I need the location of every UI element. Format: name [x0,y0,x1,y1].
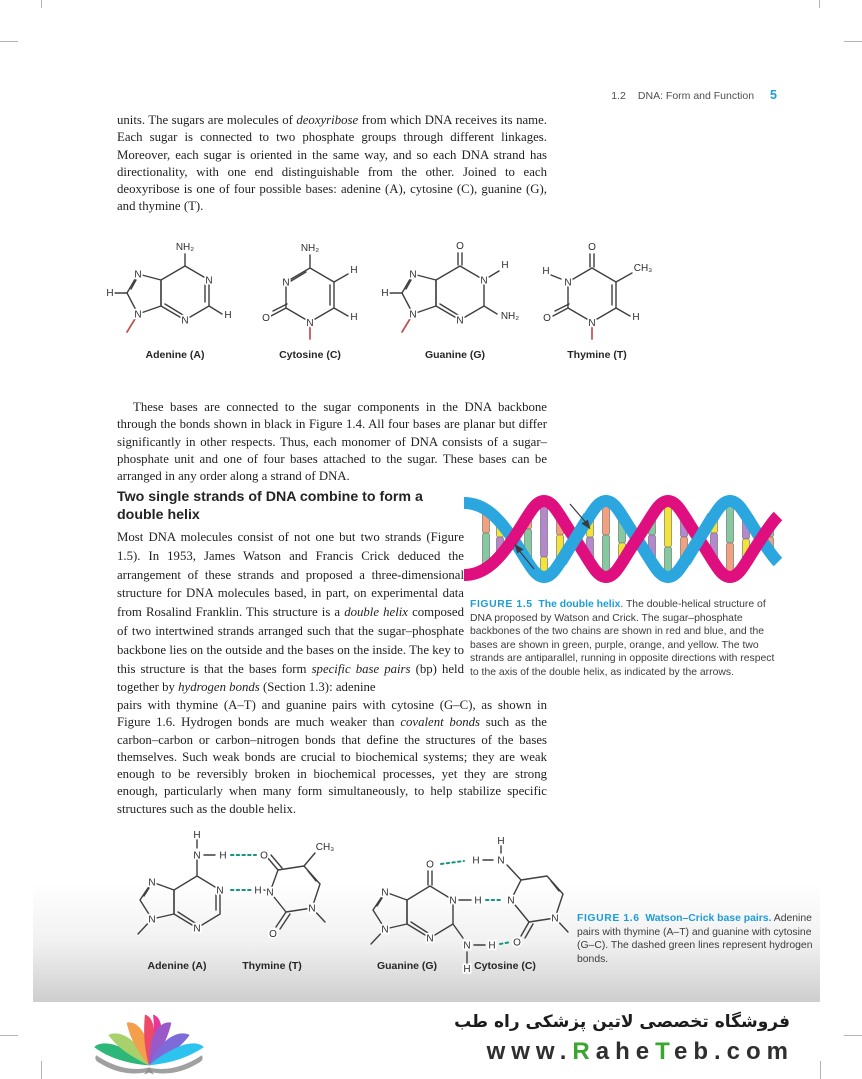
atom-label: O [588,242,596,253]
atom-label: N [148,914,156,926]
guanine-structure [380,238,530,343]
atom-label: N [381,924,389,936]
atom-label: N [266,887,274,899]
atom-label: O [262,313,270,324]
figure-1-6-text: Adenine pairs with thymine (A–T) and guanine with cytosine (G–C). The dashed green lines represent hydrogen bonds. [577,913,813,965]
atom-label: NH₂ [500,311,520,322]
crop-mark [844,41,862,42]
page-header [611,88,777,102]
store-name-farsi: فروشگاه تخصصی لاتین پزشکی راه طب [454,1012,790,1032]
url-part: eb.com [673,1038,794,1065]
page-number: 5 [770,88,777,102]
thymine-structure [537,238,657,343]
figure-1-5-text: . The double-helical structure of DNA proposed by Watson and Crick. The sugar–phosphate backbones of the two chains are shown in red and blue, and the bases are shown in green, purple, orange, and yellow. The two strands are antiparallel, running in opposite directions with respect to the axis of the double helix, as indicated by the arrows. [470,599,775,678]
section-number: 1.2 [611,90,626,102]
atom-label: N [480,275,488,287]
atom-label: H [224,310,232,321]
paragraph-sugars: units. The sugars are molecules of deoxyribose from which DNA receives its name. Each sugar is connected to two phosphate groups through different linkages. Moreover, each sugar is oriented in the same way, and so each DNA strand has directionality, with one end distinguishable from the other. Joined to each deoxyribose is one of four possible bases: adenine (A), cytosine (C), guanine (G), and thymine (T). [117,113,547,214]
base-label-adenine: Adenine (A) [145,349,205,361]
atom-label: N [507,895,515,907]
atom-label: H [474,895,482,907]
cytosine-structure [255,238,365,343]
atom-label: H [193,830,201,841]
atom-label: N [193,923,201,935]
atom-label: H [542,266,550,277]
crop-mark [0,41,18,42]
atom-label: O [426,859,434,871]
atom-label: O [269,929,277,940]
pair-label-guanine: Guanine (G) [376,960,438,972]
atom-label: H [254,885,262,897]
atom-label: N [497,855,505,867]
crop-mark [820,1061,821,1079]
atom-label: N [306,318,314,329]
atom-label: H [497,836,505,847]
atom-label: H [488,940,496,952]
crop-mark [0,1035,18,1036]
figure-1-6-label: FIGURE 1.6 [577,913,640,924]
figure-1-5-label: FIGURE 1.5 [470,599,533,610]
atom-label: H [381,288,389,299]
double-helix-figure [470,487,776,591]
atom-label: N [449,895,457,907]
url-part: ahe [595,1038,656,1065]
paragraph-bases-connected: These bases are connected to the sugar components in the DNA backbone through the bonds shown in black in Figure 1.4. All four bases are planar but differ significantly in other respects. Thus, each monomer of DNA consists of a sugar–phosphate unit and one of four bases attached to the sugar. These bases can be arranged in any order along a strand of DNA. [117,400,547,484]
atom-label: O [260,850,268,862]
atom-label: N [409,309,417,321]
figure-1-5-title: The double helix [538,599,621,610]
atom-label: N [134,309,142,321]
atom-label: N [564,277,572,289]
atom-label: N [551,913,559,925]
atom-label: N [381,887,389,899]
atom-label: CH₃ [315,842,335,853]
paragraph-double-helix-narrow: Most DNA molecules consist of not one but two strands (Figure 1.5). In 1953, James Watson and Francis Crick deduced the arrangement of these strands and proposed a three-dimensional structure for DNA molecules based, in part, on experimental data from Rosalind Franklin. This structure is a double helix composed of two intertwined strands arranged such that the sugar–phosphate backbone lies on the outside and the bases on the inside. The key to this structure is that the bases form specific base pairs (bp) held together by hydrogen bonds (Section 1.3): adenine [117,530,464,695]
base-label-cytosine: Cytosine (C) [279,349,341,361]
atom-label: H [632,312,640,323]
atom-label: NH₂ [175,242,195,253]
crop-mark [41,1061,42,1079]
atom-label: N [308,903,316,915]
base-label-thymine: Thymine (T) [567,349,627,361]
section-heading: Two single strands of DNA combine to form a double helix [117,489,423,523]
atom-label: N [216,885,224,897]
section-title: DNA: Form and Function [637,90,755,102]
atom-label: N [282,277,290,289]
website-url [487,1038,794,1066]
atom-label: H [219,850,227,862]
paragraph-double-helix-wide: pairs with thymine (A–T) and guanine pairs with cytosine (G–C), as shown in Figure 1.6. Hydrogen bonds are much weaker than covalent bonds such as the carbon–carbon or carbon–nitrogen bonds that define the structures of the bases themselves. Such weak bonds are crucial to biochemical systems; they are weak enough to be reversibly broken in biochemical processes, yet they are strong enough, particularly when many form simultaneously, to help stabilize specific structures such as the double helix. [117,698,547,816]
url-part-green: R [572,1038,596,1065]
base-label-guanine: Guanine (G) [424,349,486,361]
pair-label-thymine: Thymine (T) [242,960,302,972]
atom-label: CH₃ [633,263,653,274]
atom-label: N [193,850,201,862]
figure-1-6-title: Watson–Crick base pairs. [645,913,772,924]
crop-mark [844,1035,862,1036]
pair-label-cytosine: Cytosine (C) [474,960,536,972]
url-part-green: T [655,1038,674,1065]
url-part: www. [486,1038,573,1065]
atom-label: N [463,940,471,952]
atom-label: O [456,241,464,252]
pair-label-adenine: Adenine (A) [147,960,207,972]
atom-label: N [409,269,417,281]
atom-label: H [472,855,480,867]
atom-label: H [501,260,509,271]
figure-1-6-caption [577,912,815,966]
atom-label: N [588,318,596,329]
figure-1-5-caption [470,598,778,680]
atom-label: H [350,265,358,276]
atom-label: O [513,937,521,949]
atom-label: O [543,313,551,324]
atom-label: N [181,315,189,327]
raheteb-book-logo-icon [84,1002,214,1076]
atom-label: N [426,933,434,945]
adenine-thymine-pair-structure [112,830,362,960]
atom-label: H [350,312,358,323]
atom-label: N [148,877,156,889]
atom-label: N [456,315,464,327]
atom-label: H [106,288,114,299]
adenine-structure [105,238,245,343]
atom-label: NH₂ [300,243,320,254]
atom-label: H [463,964,471,975]
atom-label: N [205,275,213,287]
atom-label: N [134,269,142,281]
